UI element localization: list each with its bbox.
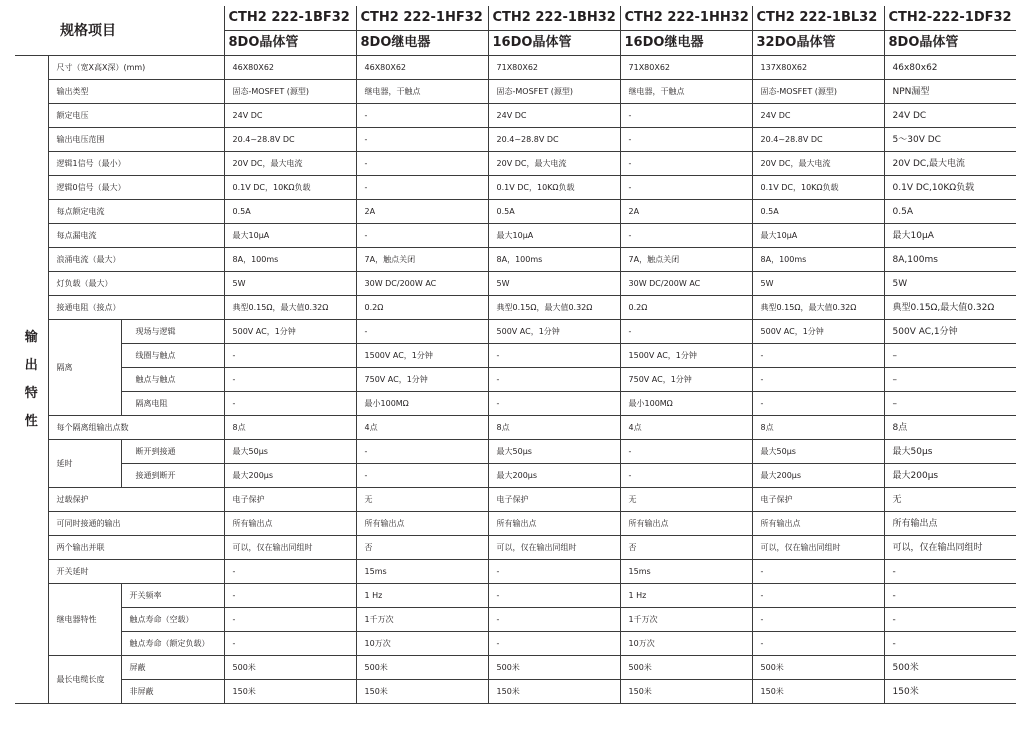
- row-label: 接通电阻（接点）: [48, 296, 224, 320]
- cell: -: [620, 128, 752, 152]
- cell: 500米: [620, 656, 752, 680]
- cell: 150米: [224, 680, 356, 704]
- cell: 可以，仅在输出同组时: [752, 536, 884, 560]
- table-row: [15, 440, 1016, 464]
- row-label: 浪涌电流（最大）: [48, 248, 224, 272]
- cell: 500V AC，1分钟: [488, 320, 620, 344]
- cell: 20V DC，最大电流: [224, 152, 356, 176]
- cell: 24V DC: [488, 104, 620, 128]
- row-label: 每点额定电流: [48, 200, 224, 224]
- cell: 20.4~28.8V DC: [752, 128, 884, 152]
- table-row: [15, 152, 1016, 176]
- table-row: [15, 416, 1016, 440]
- cell: -: [752, 584, 884, 608]
- cell: 71X80X62: [620, 56, 752, 80]
- cell: 500V AC,1分钟: [884, 320, 1016, 344]
- cell: 0.1V DC，10KΩ负载: [224, 176, 356, 200]
- cell: 0.1V DC，10KΩ负载: [488, 176, 620, 200]
- cell: 最大10μA: [752, 224, 884, 248]
- cell: -: [356, 104, 488, 128]
- cell: 可以，仅在输出同组时: [488, 536, 620, 560]
- cell: 无: [884, 488, 1016, 512]
- cell: -: [356, 464, 488, 488]
- cell: 500米: [224, 656, 356, 680]
- cell: -: [884, 584, 1016, 608]
- row-label: 开关延时: [48, 560, 224, 584]
- cell: –: [884, 368, 1016, 392]
- cell: -: [488, 560, 620, 584]
- cell: 0.5A: [884, 200, 1016, 224]
- row-label: 逻辑0信号（最大）: [48, 176, 224, 200]
- row-label: 逻辑1信号（最小）: [48, 152, 224, 176]
- group-label-delay: 延时: [48, 440, 121, 488]
- cell: 0.5A: [752, 200, 884, 224]
- cell: 典型0.15Ω，最大值0.32Ω: [488, 296, 620, 320]
- cell: 500V AC，1分钟: [224, 320, 356, 344]
- cell: 电子保护: [224, 488, 356, 512]
- row-label: 尺寸（宽X高X深）(mm): [48, 56, 224, 80]
- model-header: CTH2-222-1DF32: [884, 6, 1016, 31]
- cell: –: [884, 344, 1016, 368]
- cell: 8点: [884, 416, 1016, 440]
- table-row: [15, 248, 1016, 272]
- cell: 500米: [752, 656, 884, 680]
- row-label: 触点与触点: [121, 368, 224, 392]
- cell: 30W DC/200W AC: [356, 272, 488, 296]
- cell: 最大50μs: [752, 440, 884, 464]
- cell: -: [224, 344, 356, 368]
- cell: 20V DC,最大电流: [884, 152, 1016, 176]
- group-label-relay: 继电器特性: [48, 584, 121, 656]
- cell: 无: [620, 488, 752, 512]
- cell: 1 Hz: [356, 584, 488, 608]
- table-row: [15, 464, 1016, 488]
- cell: -: [620, 104, 752, 128]
- cell: -: [884, 608, 1016, 632]
- cell: 电子保护: [488, 488, 620, 512]
- cell: 8点: [752, 416, 884, 440]
- cell: -: [752, 608, 884, 632]
- type-header: 8DO晶体管: [884, 31, 1016, 56]
- cell: 10万次: [620, 632, 752, 656]
- cell: 最大200μs: [488, 464, 620, 488]
- cell: 150米: [752, 680, 884, 704]
- cell: 0.5A: [224, 200, 356, 224]
- type-header: 8DO晶体管: [224, 31, 356, 56]
- cell: 最小100MΩ: [620, 392, 752, 416]
- row-label: 过载保护: [48, 488, 224, 512]
- cell: -: [752, 392, 884, 416]
- table-row: [15, 320, 1016, 344]
- group-label-cable: 最长电缆长度: [48, 656, 121, 704]
- table-row: [15, 512, 1016, 536]
- section-label-output: 输 出 特 性: [15, 56, 48, 704]
- cell: 典型0.15Ω，最大值0.32Ω: [224, 296, 356, 320]
- cell: 7A，触点关闭: [356, 248, 488, 272]
- cell: 1 Hz: [620, 584, 752, 608]
- cell: 最大50μs: [224, 440, 356, 464]
- cell: 最大10μA: [224, 224, 356, 248]
- row-label: 接通到断开: [121, 464, 224, 488]
- cell: –: [884, 392, 1016, 416]
- table-row: [15, 368, 1016, 392]
- table-row: [15, 128, 1016, 152]
- cell: 固态-MOSFET (源型): [488, 80, 620, 104]
- cell: 最大50μs: [884, 440, 1016, 464]
- row-label: 输出类型: [48, 80, 224, 104]
- cell: 8A，100ms: [752, 248, 884, 272]
- cell: 8点: [488, 416, 620, 440]
- row-label: 非屏蔽: [121, 680, 224, 704]
- cell: 最小100MΩ: [356, 392, 488, 416]
- table-row: [15, 200, 1016, 224]
- type-header: 16DO继电器: [620, 31, 752, 56]
- cell: -: [884, 560, 1016, 584]
- cell: NPN漏型: [884, 80, 1016, 104]
- cell: 150米: [488, 680, 620, 704]
- table-row: [15, 680, 1016, 704]
- cell: 最大50μs: [488, 440, 620, 464]
- cell: 1500V AC，1分钟: [620, 344, 752, 368]
- cell: -: [356, 128, 488, 152]
- cell: -: [224, 608, 356, 632]
- cell: -: [488, 608, 620, 632]
- cell: 最大10μA: [884, 224, 1016, 248]
- cell: 30W DC/200W AC: [620, 272, 752, 296]
- cell: 最大10μA: [488, 224, 620, 248]
- cell: 7A，触点关闭: [620, 248, 752, 272]
- spec-table: [15, 6, 1016, 704]
- table-row: [15, 656, 1016, 680]
- cell: 8点: [224, 416, 356, 440]
- row-label: 每点漏电流: [48, 224, 224, 248]
- table-row: [15, 584, 1016, 608]
- cell: -: [224, 584, 356, 608]
- cell: 150米: [884, 680, 1016, 704]
- row-label: 现场与逻辑: [121, 320, 224, 344]
- model-header: CTH2 222-1BH32: [488, 6, 620, 31]
- row-label: 触点寿命（空载）: [121, 608, 224, 632]
- cell: 20V DC，最大电流: [752, 152, 884, 176]
- row-label: 隔离电阻: [121, 392, 224, 416]
- type-header: 8DO继电器: [356, 31, 488, 56]
- table-row: [15, 560, 1016, 584]
- cell: 20V DC，最大电流: [488, 152, 620, 176]
- group-label-isolation: 隔离: [48, 320, 121, 416]
- table-row: [15, 344, 1016, 368]
- cell: 最大200μs: [752, 464, 884, 488]
- cell: 固态-MOSFET (源型): [224, 80, 356, 104]
- cell: -: [620, 320, 752, 344]
- cell: -: [752, 560, 884, 584]
- table-row: [15, 608, 1016, 632]
- cell: 500米: [884, 656, 1016, 680]
- cell: 750V AC，1分钟: [620, 368, 752, 392]
- cell: 最大200μs: [224, 464, 356, 488]
- cell: -: [488, 392, 620, 416]
- cell: -: [620, 440, 752, 464]
- model-header: CTH2 222-1HH32: [620, 6, 752, 31]
- model-header: CTH2 222-1BL32: [752, 6, 884, 31]
- cell: 否: [356, 536, 488, 560]
- cell: -: [488, 632, 620, 656]
- cell: 15ms: [620, 560, 752, 584]
- table-row: [15, 632, 1016, 656]
- cell: 所有输出点: [620, 512, 752, 536]
- cell: -: [224, 632, 356, 656]
- cell: 5W: [884, 272, 1016, 296]
- cell: 1500V AC，1分钟: [356, 344, 488, 368]
- cell: 750V AC，1分钟: [356, 368, 488, 392]
- cell: -: [356, 152, 488, 176]
- cell: 所有输出点: [488, 512, 620, 536]
- cell: 继电器，干触点: [356, 80, 488, 104]
- cell: 固态-MOSFET (源型): [752, 80, 884, 104]
- cell: -: [356, 440, 488, 464]
- table-row: [15, 272, 1016, 296]
- cell: 150米: [620, 680, 752, 704]
- table-row: [15, 536, 1016, 560]
- row-label: 可同时接通的输出: [48, 512, 224, 536]
- cell: -: [224, 392, 356, 416]
- cell: -: [752, 344, 884, 368]
- cell: 所有输出点: [884, 512, 1016, 536]
- cell: 0.1V DC，10KΩ负载: [752, 176, 884, 200]
- table-row: [15, 80, 1016, 104]
- cell: 0.2Ω: [356, 296, 488, 320]
- row-label: 灯负载（最大）: [48, 272, 224, 296]
- table-row: [15, 104, 1016, 128]
- cell: 500米: [488, 656, 620, 680]
- cell: 71X80X62: [488, 56, 620, 80]
- cell: 24V DC: [752, 104, 884, 128]
- cell: -: [488, 368, 620, 392]
- row-label: 两个输出并联: [48, 536, 224, 560]
- cell: -: [752, 632, 884, 656]
- cell: 46X80X62: [356, 56, 488, 80]
- cell: 46x80x62: [884, 56, 1016, 80]
- cell: 5～30V DC: [884, 128, 1016, 152]
- cell: 0.2Ω: [620, 296, 752, 320]
- cell: 继电器，干触点: [620, 80, 752, 104]
- table-row: [15, 488, 1016, 512]
- cell: 24V DC: [224, 104, 356, 128]
- cell: 150米: [356, 680, 488, 704]
- cell: -: [488, 344, 620, 368]
- cell: 无: [356, 488, 488, 512]
- cell: 5W: [488, 272, 620, 296]
- cell: 所有输出点: [224, 512, 356, 536]
- cell: 0.1V DC,10KΩ负载: [884, 176, 1016, 200]
- cell: 500V AC，1分钟: [752, 320, 884, 344]
- table-row: [15, 296, 1016, 320]
- cell: 8A，100ms: [224, 248, 356, 272]
- cell: 24V DC: [884, 104, 1016, 128]
- row-label: 线圈与触点: [121, 344, 224, 368]
- cell: 20.4~28.8V DC: [224, 128, 356, 152]
- cell: 所有输出点: [356, 512, 488, 536]
- cell: 典型0.15Ω,最大值0.32Ω: [884, 296, 1016, 320]
- cell: 2A: [620, 200, 752, 224]
- cell: 所有输出点: [752, 512, 884, 536]
- type-header: 32DO晶体管: [752, 31, 884, 56]
- cell: -: [752, 368, 884, 392]
- cell: 0.5A: [488, 200, 620, 224]
- cell: -: [620, 224, 752, 248]
- cell: 1千万次: [356, 608, 488, 632]
- cell: 可以，仅在输出同组时: [884, 536, 1016, 560]
- cell: -: [224, 560, 356, 584]
- cell: 4点: [620, 416, 752, 440]
- row-label: 触点寿命（额定负载）: [121, 632, 224, 656]
- cell: 8A,100ms: [884, 248, 1016, 272]
- cell: 典型0.15Ω，最大值0.32Ω: [752, 296, 884, 320]
- model-header: CTH2 222-1BF32: [224, 6, 356, 31]
- table-row: [15, 56, 1016, 80]
- table-row: [15, 176, 1016, 200]
- row-label: 额定电压: [48, 104, 224, 128]
- row-label: 每个隔离组输出点数: [48, 416, 224, 440]
- spec-table-container: [15, 6, 1016, 704]
- cell: 46X80X62: [224, 56, 356, 80]
- cell: -: [620, 176, 752, 200]
- cell: -: [488, 584, 620, 608]
- cell: -: [356, 320, 488, 344]
- cell: 2A: [356, 200, 488, 224]
- header-corner: 规格项目: [15, 6, 224, 56]
- cell: -: [356, 176, 488, 200]
- row-label: 断开到接通: [121, 440, 224, 464]
- cell: 电子保护: [752, 488, 884, 512]
- cell: 5W: [224, 272, 356, 296]
- cell: -: [620, 152, 752, 176]
- model-header: CTH2 222-1HF32: [356, 6, 488, 31]
- cell: 5W: [752, 272, 884, 296]
- cell: 否: [620, 536, 752, 560]
- cell: -: [884, 632, 1016, 656]
- table-row: [15, 224, 1016, 248]
- cell: 4点: [356, 416, 488, 440]
- cell: 10万次: [356, 632, 488, 656]
- cell: 137X80X62: [752, 56, 884, 80]
- cell: 8A，100ms: [488, 248, 620, 272]
- cell: 可以，仅在输出同组时: [224, 536, 356, 560]
- row-label: 输出电压范围: [48, 128, 224, 152]
- cell: 15ms: [356, 560, 488, 584]
- type-header: 16DO晶体管: [488, 31, 620, 56]
- cell: -: [356, 224, 488, 248]
- cell: 最大200μs: [884, 464, 1016, 488]
- cell: 1千万次: [620, 608, 752, 632]
- cell: 500米: [356, 656, 488, 680]
- table-row: [15, 392, 1016, 416]
- cell: 20.4~28.8V DC: [488, 128, 620, 152]
- cell: -: [224, 368, 356, 392]
- cell: -: [620, 464, 752, 488]
- row-label: 开关频率: [121, 584, 224, 608]
- row-label: 屏蔽: [121, 656, 224, 680]
